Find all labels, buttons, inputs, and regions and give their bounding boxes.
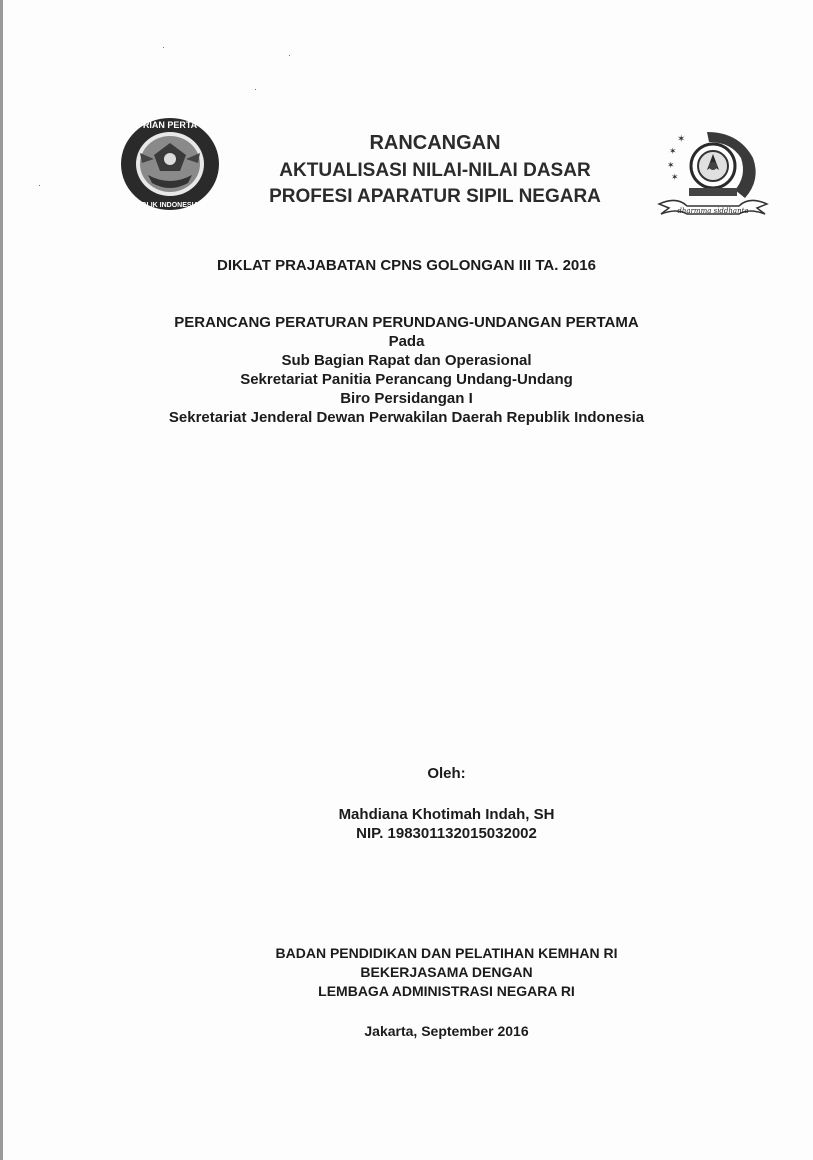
svg-text:BLIK INDONESIA: BLIK INDONESIA bbox=[141, 202, 199, 209]
svg-text:RIAN PERTA: RIAN PERTA bbox=[142, 120, 198, 130]
svg-text:✶: ✶ bbox=[677, 134, 686, 145]
title-line-1: RANCANGAN bbox=[369, 132, 501, 154]
institution-line-2: BEKERJASAMA DENGAN bbox=[360, 964, 533, 980]
scan-speck: · bbox=[38, 180, 41, 190]
institution-line-1: BADAN PENDIDIKAN DAN PELATIHAN KEMHAN RI bbox=[275, 945, 618, 961]
position-line-2: Pada bbox=[388, 333, 425, 350]
scan-speck: · bbox=[254, 84, 257, 94]
svg-text:✶: ✶ bbox=[667, 160, 675, 170]
author-nip: NIP. 198301132015032002 bbox=[356, 825, 537, 842]
svg-text:dharmma siddhanta: dharmma siddhanta bbox=[677, 207, 749, 215]
scan-speck: · bbox=[288, 50, 291, 60]
title-line-2: AKTUALISASI NILAI-NILAI DASAR bbox=[279, 160, 591, 181]
scan-speck: · bbox=[162, 42, 165, 52]
author-label: Oleh: bbox=[427, 765, 466, 782]
title-line-3: PROFESI APARATUR SIPIL NEGARA bbox=[269, 186, 601, 207]
position-line-5: Biro Persidangan I bbox=[340, 390, 473, 407]
svg-text:✶: ✶ bbox=[669, 146, 677, 156]
lan-emblem-icon bbox=[657, 124, 769, 220]
training-subtitle: DIKLAT PRAJABATAN CPNS GOLONGAN III TA. 2016 bbox=[217, 257, 596, 274]
author-name: Mahdiana Khotimah Indah, SH bbox=[338, 806, 555, 823]
position-line-1: PERANCANG PERATURAN PERUNDANG-UNDANGAN PERTAMA bbox=[174, 314, 639, 331]
position-line-3: Sub Bagian Rapat dan Operasional bbox=[281, 352, 532, 369]
place-date: Jakarta, September 2016 bbox=[364, 1023, 529, 1039]
position-line-6: Sekretariat Jenderal Dewan Perwakilan Daerah Republik Indonesia bbox=[168, 409, 645, 426]
position-line-4: Sekretariat Panitia Perancang Undang-Undang bbox=[240, 371, 573, 388]
svg-text:✶: ✶ bbox=[671, 172, 679, 182]
institution-line-3: LEMBAGA ADMINISTRASI NEGARA RI bbox=[318, 983, 575, 999]
kemhan-logo-icon bbox=[118, 115, 222, 213]
scan-edge bbox=[0, 0, 3, 1160]
